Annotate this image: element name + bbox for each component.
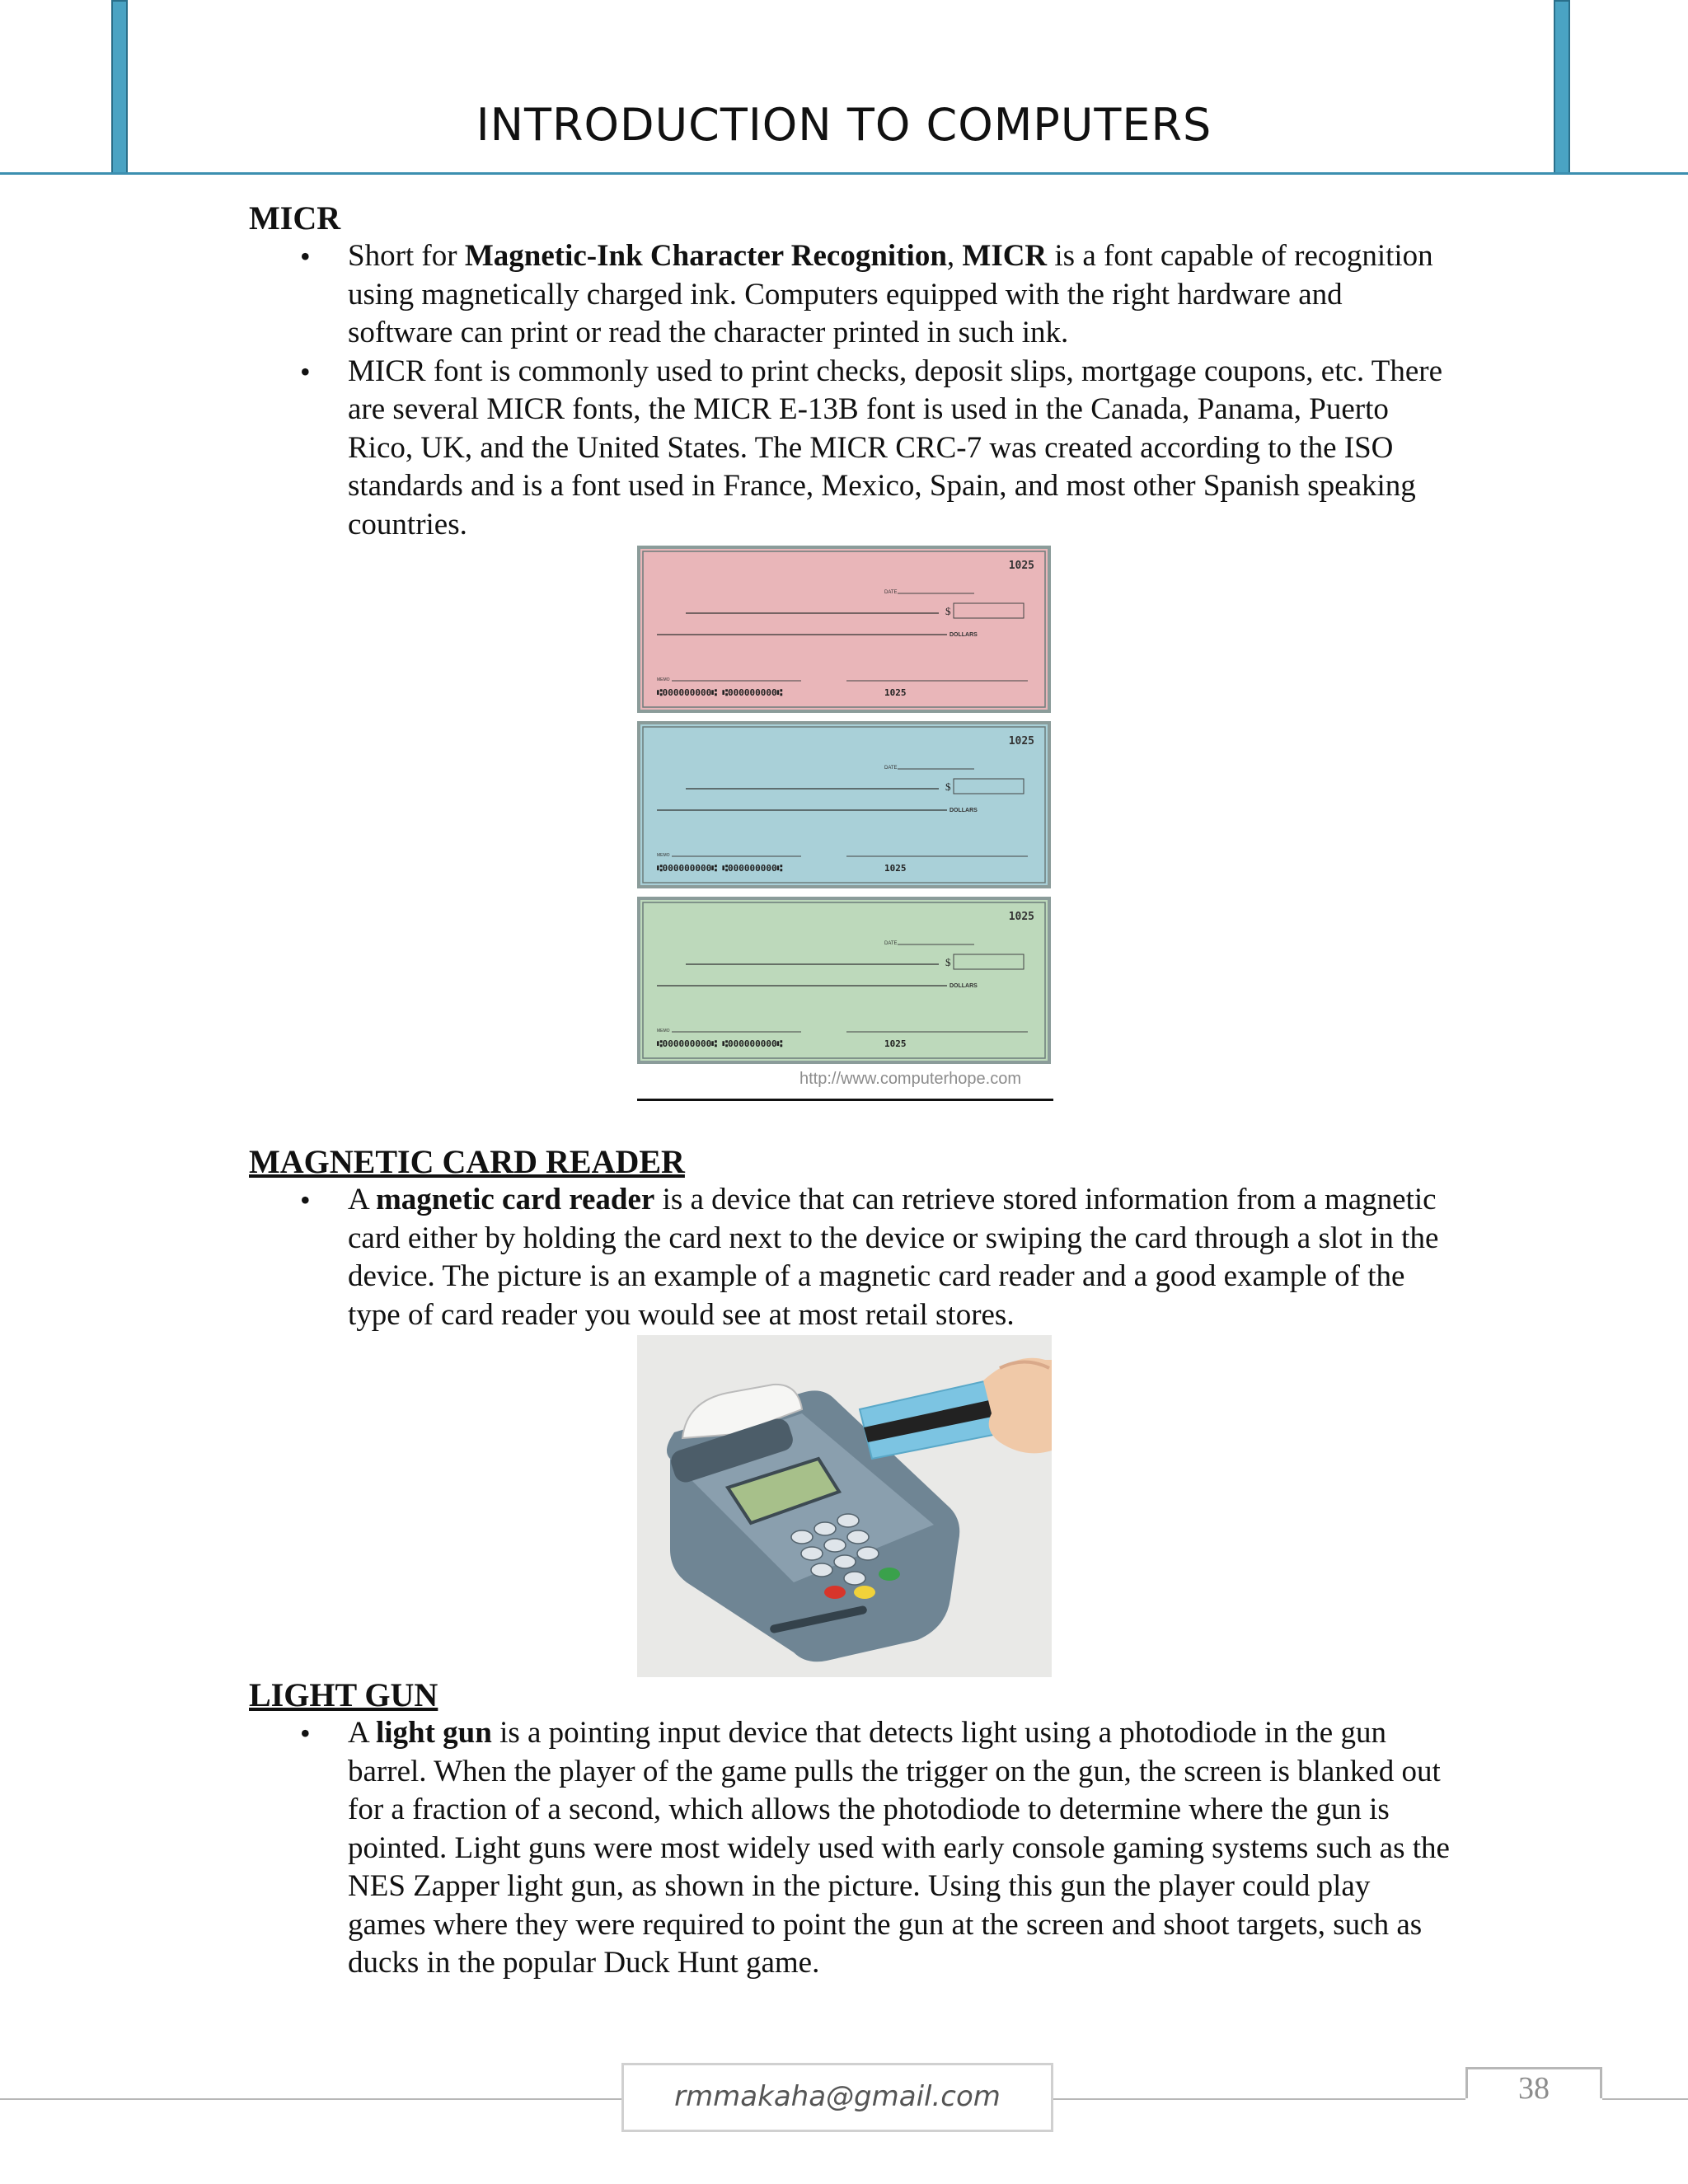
check-number: 1025 (1008, 911, 1034, 923)
check-memo-label: MEMO (657, 1029, 670, 1033)
micr-heading: MICR (249, 199, 341, 237)
text: A (348, 1716, 376, 1750)
text: Short for (348, 239, 465, 273)
micr-bullets (249, 237, 1452, 544)
micr-section (249, 199, 1452, 544)
text: is a device that can retrieve stored information from a magnetic card either by holding the card next to the device or swiping the card through a slot in the device. The picture is an example of a magnetic card reader and a good example of the type of card reader you would see at most retail stores. (348, 1183, 1439, 1332)
text: , (946, 239, 963, 273)
check-dollars-label: DOLLARS (950, 632, 978, 638)
term-bold: magnetic card reader (375, 1183, 655, 1216)
card-reader-section (249, 1143, 1452, 1334)
text: is a pointing input device that detects light using a photodiode in the gun barrel. When the player of the game pulls the trigger on the gun, the screen is blanked out for a fraction of a second, which allows the photodiode to determine where the gun is pointed. Light guns were most widely used with early console gaming systems such as the NES Zapper light gun, as shown in the picture. Using this gun the player could play games where they were required to point the gun at the screen and shoot targets, such as ducks in the popular Duck Hunt game. (348, 1716, 1450, 1980)
footer-rule-middle (1053, 2098, 1465, 2100)
card-reader-bullets (249, 1181, 1452, 1334)
check-number: 1025 (1008, 735, 1034, 748)
card-reader-bullet (249, 1181, 1452, 1334)
check-dollars-label: DOLLARS (950, 983, 978, 989)
term-bold: light gun (375, 1716, 492, 1750)
card-reader-heading: MAGNETIC CARD READER (249, 1143, 685, 1180)
footer-rule-left (0, 2098, 621, 2100)
check-number: 1025 (1008, 560, 1034, 572)
check-date-label: DATE (884, 590, 898, 595)
figure-source-url: http://www.computerhope.com (799, 1070, 1022, 1088)
check-micr-number: 1025 (884, 863, 907, 874)
check-micr-routing: ⑆000000000⑆ ⑆000000000⑆ (657, 863, 783, 874)
bank-check-2 (637, 721, 1051, 888)
term-bold: MICR (962, 239, 1048, 273)
check-date-label: DATE (884, 941, 898, 946)
bank-check-3 (637, 897, 1051, 1064)
term-bold: Magnetic-Ink Character Recognition (464, 239, 947, 273)
check-memo-label: MEMO (657, 677, 670, 682)
page-number: 38 (1518, 2071, 1550, 2106)
check-micr-routing: ⑆000000000⑆ ⑆000000000⑆ (657, 687, 783, 698)
check-micr-routing: ⑆000000000⑆ ⑆000000000⑆ (657, 1038, 783, 1049)
light-gun-bullet (249, 1714, 1452, 1983)
check-dollar-sign: $ (945, 956, 951, 968)
micr-bullet-definition (249, 237, 1452, 353)
light-gun-bullets (249, 1714, 1452, 1983)
footer-rule-right (1602, 2098, 1688, 2100)
text: is a font capable of recognition using magnetically charged ink. Computers equipped with the right hardware and software can print or read the character printed in such ink. (348, 239, 1433, 349)
page-header-title: INTRODUCTION TO COMPUTERS (476, 99, 1212, 151)
check-date-label: DATE (884, 766, 898, 771)
light-gun-heading: LIGHT GUN (249, 1676, 438, 1713)
header-rule (0, 172, 1688, 175)
check-micr-number: 1025 (884, 687, 907, 698)
figure-bottom-rule (637, 1099, 1053, 1101)
check-dollar-sign: $ (945, 605, 951, 617)
micr-bullet-usage: • MICR font is commonly used to print checks, deposit slips, mortgage coupons, etc. There are several MICR fonts, the MICR E-13B font is used in the Canada, Panama, Puerto Rico, UK, and the United States. The MICR CRC-7 was created according to the ISO standards and is a font used in France, Mexico, Spain, and most other Spanish speaking countries. (249, 353, 1452, 545)
check-dollar-sign: $ (945, 780, 951, 793)
card-reader-image (637, 1335, 1052, 1677)
light-gun-section (249, 1676, 1452, 1983)
footer-email: rmmakaha@gmail.com (621, 2063, 1053, 2132)
bank-check-1 (637, 546, 1051, 713)
check-dollars-label: DOLLARS (950, 808, 978, 813)
check-micr-number: 1025 (884, 1038, 907, 1049)
check-memo-label: MEMO (657, 853, 670, 858)
text: A (348, 1183, 376, 1216)
